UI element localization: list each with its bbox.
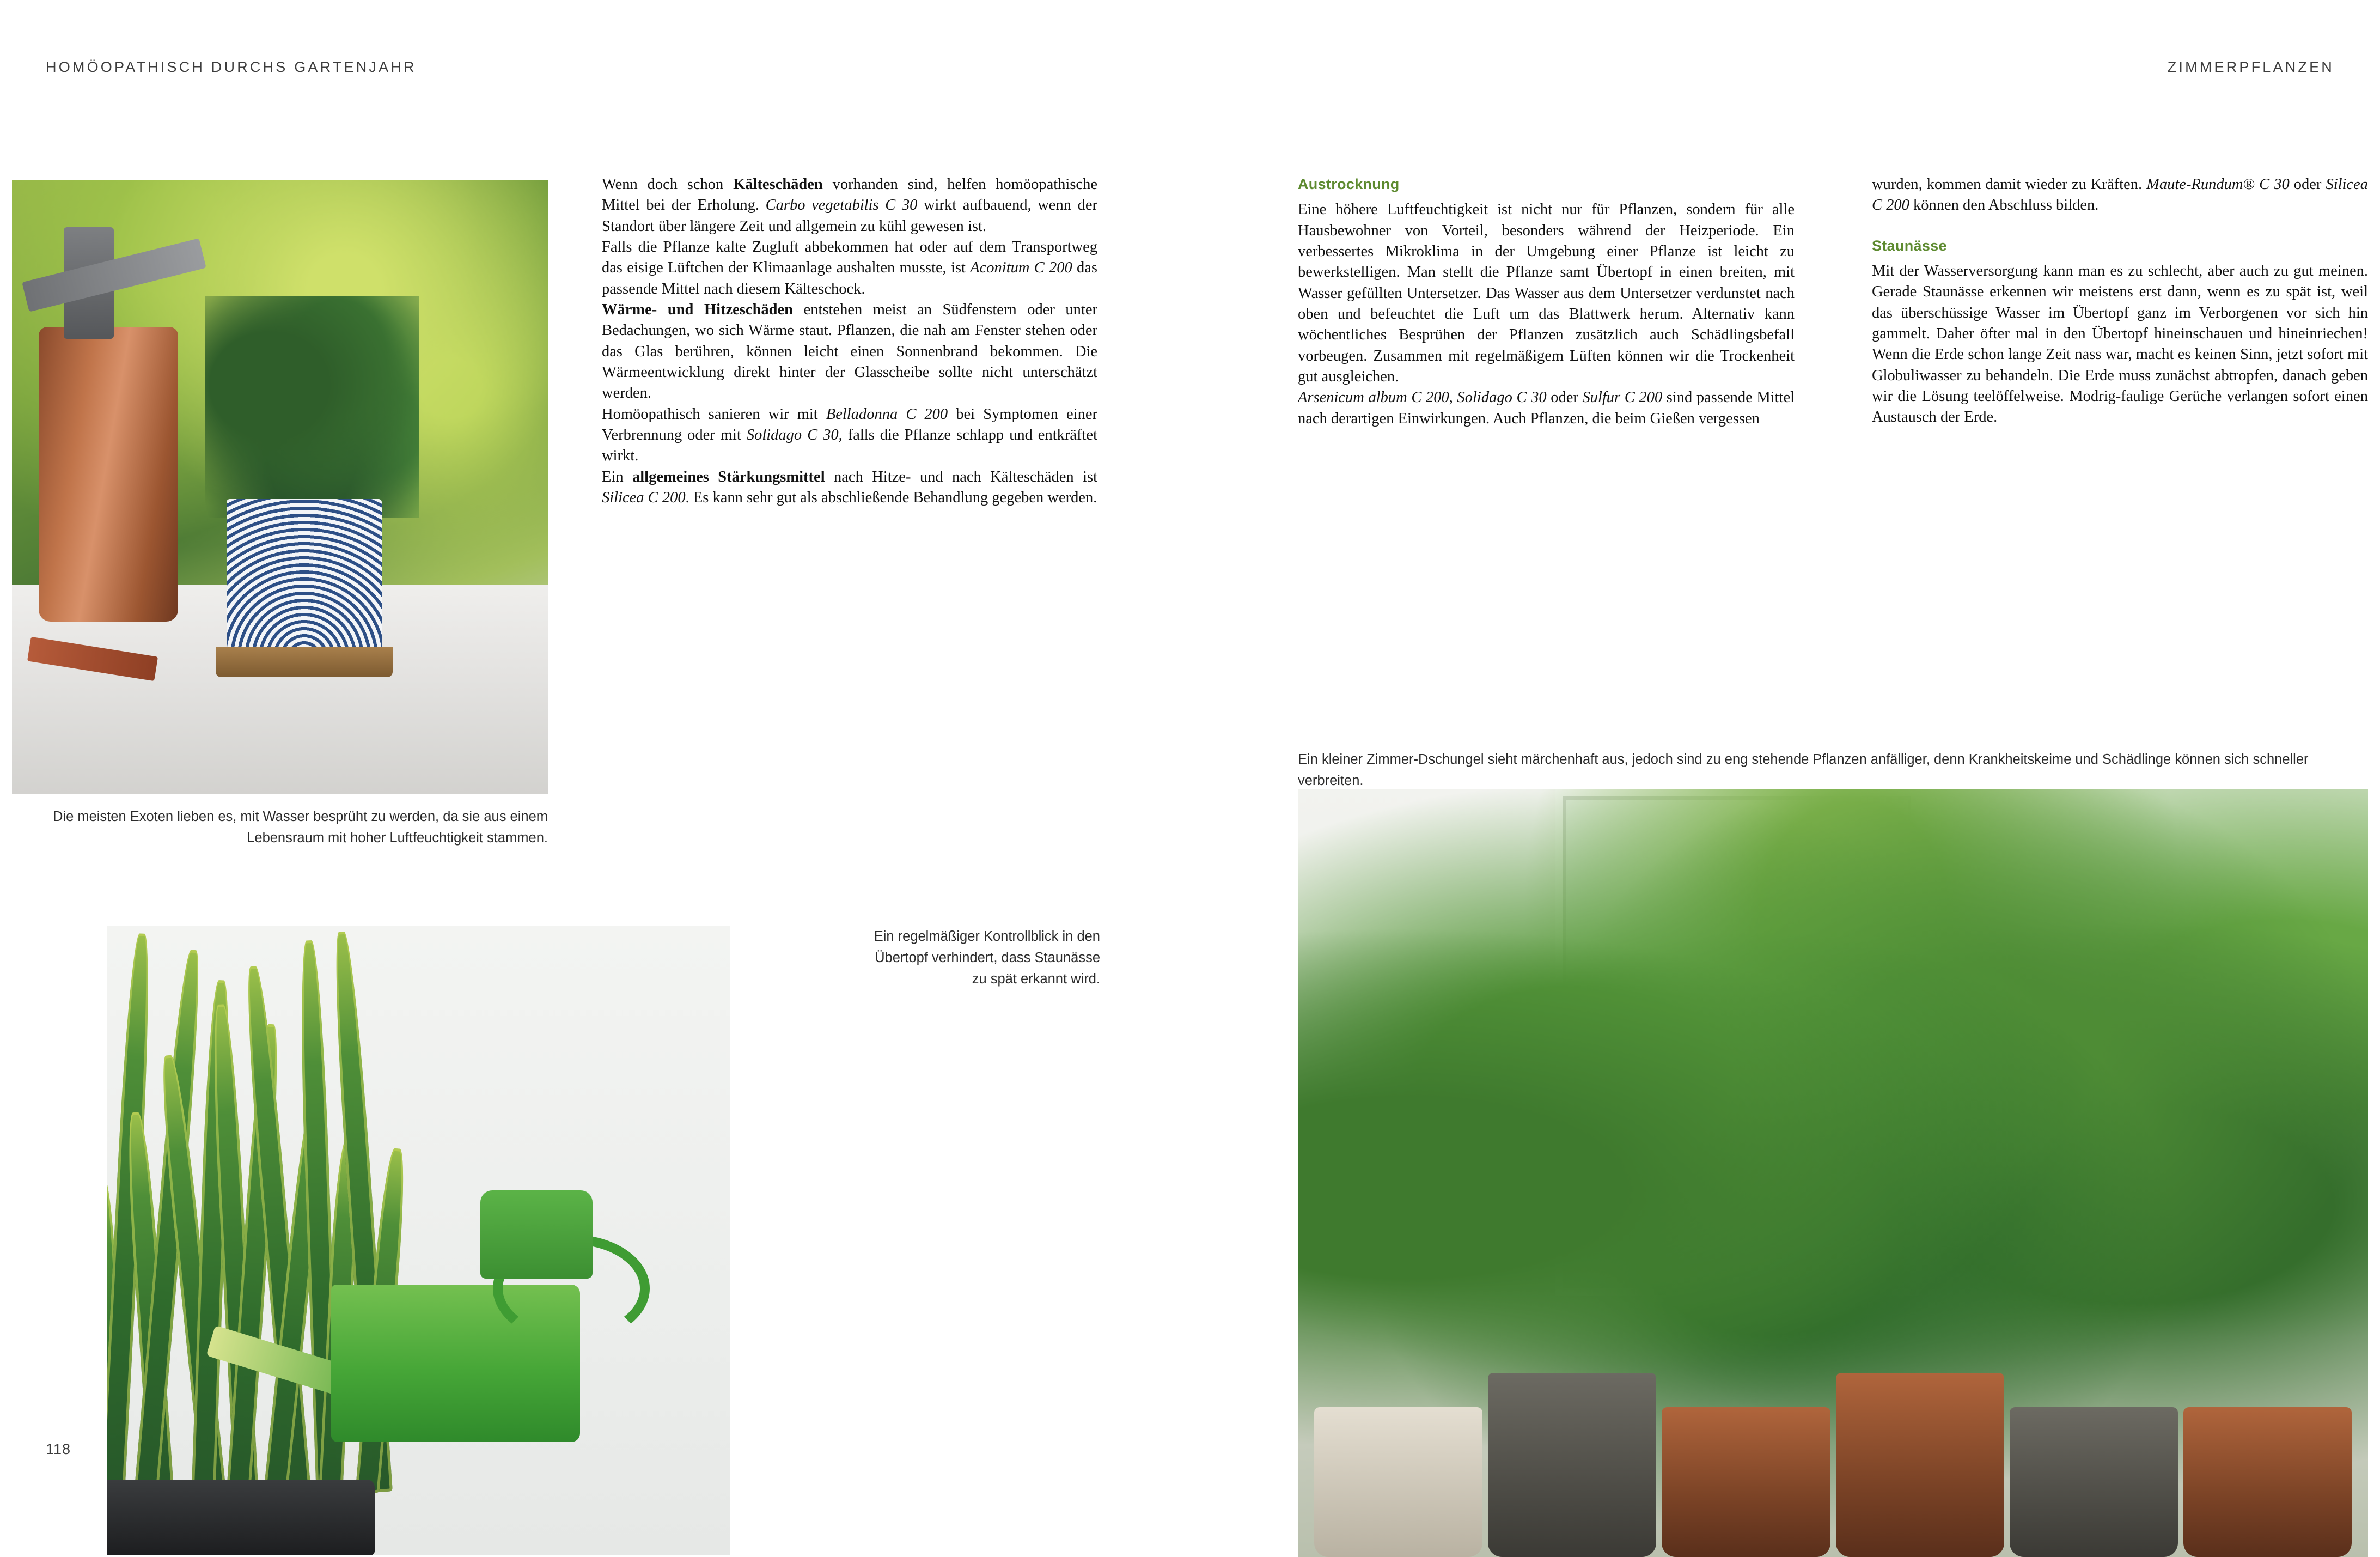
running-head-left: HOMÖOPATHISCH DURCHS GARTENJAHR [46,59,417,75]
paragraph: Wärme- und Hitzeschäden entstehen meist an Südfenstern oder unter Bedachungen, wo sich Wärme staut. Pflanzen, die nah am Fenster stehen oder das Glas berühren, können leicht einen Sonnenbrand bekommen. Die Wärmeentwicklung direkt hinter der Glasscheibe sollte nicht unterschätzt werden. [602,301,1097,402]
paragraph: Falls die Pflanze kalte Zugluft abbekommen hat oder auf dem Transportweg das eisige Lüftchen der Klimaanlage aushalten musste, ist Aconitum C 200 das passende Mittel nach diesem Kälteschock. [602,238,1097,297]
subheading-staunaesse: Staunässe [1872,237,1947,254]
paragraph: Eine höhere Luftfeuchtigkeit ist nicht nur für Pflanzen, sondern für alle Hausbewohner von Vorteil, besonders während der Heizperiode. Ein verbessertes Mikroklima in der Umgebung einer Pflanze ist leicht zu bewerkstelligen. Man stellt die Pflanze samt Übertopf in einen breiten, mit Wasser gefüllten Untersetzer. Das Wasser aus dem Untersetzer verdunstet nach oben und befeuchtet die Luft um das Blattwerk herum. Alternativ kann wöchentliches Besprühen der Pflanzen zusätzlich auch Schädlingsbefall vorbeugen. Zusammen mit regelmäßigem Lüften können wir die Trockenheit gut ausgleichen. [1298,201,1795,385]
photo-indoor-jungle [1298,789,2368,1557]
paragraph: Homöopathisch sanieren wir mit Belladonna C 200 bei Symptomen einer Verbrennung oder mit Solidago C 30, falls die Pflanze schlapp und entkräftet wirkt. [602,405,1098,465]
caption-kontrollblick: Ein regelmäßiger Kontrollblick in den Übertopf verhindert, dass Staunässe zu spät erkannt wird. [874,929,1100,987]
page-number: 118 [46,1441,71,1457]
subheading-austrocknung: Austrocknung [1298,176,1400,192]
running-head-right: ZIMMERPFLANZEN [2167,59,2334,75]
paragraph: Ein allgemeines Stärkungsmittel nach Hitze- und nach Kälteschäden ist Silicea C 200. Es kann sehr gut als abschließende Behandlung gegeben werden. [602,468,1098,506]
paragraph-continued: wurden, kommen damit wieder zu Kräften. Maute-Rundum® C 30 oder Silicea C 200 können den Abschluss bilden. [1872,176,2369,214]
paragraph: Mit der Wasserversorgung kann man es zu schlecht, aber auch zu gut meinen. Gerade Staunässe erkennen wir meistens erst dann, wenn es zu spät ist, weil das überschüssige Wasser im Übertopf ganz im Verborgenen vor sich hin gammelt. Daher öfter mal in den Übertopf hineinschauen und hineinriechen! Wenn die Erde schon lange Zeit nass war, macht es keinen Sinn, jetzt sofort mit Globuliwasser zu behandeln. Die Erde muss zunächst abtropfen, danach geben wir die Lösung teelöffelweise. Modrig-faulige Gerüche verlangen sofort einen Austausch der Erde. [1872,262,2368,426]
photo-mister-and-plant [12,180,548,794]
paragraph: Wenn doch schon Kälteschäden vorhanden sind, helfen homöopathische Mittel bei der Erholung. Carbo vegetabilis C 30 wirkt aufbauend, wenn der Standort über längere Zeit und allgemein zu kühl gewesen ist. [602,176,1097,235]
photo-watering-sansevieria [107,926,730,1555]
text-column-1 [602,174,1097,508]
caption-jungle: Ein kleiner Zimmer-Dschungel sieht märchenhaft aus, jedoch sind zu eng stehende Pflanzen anfälliger, denn Krankheitskeime und Schädlinge können sich schneller verbreiten. [1298,752,2309,788]
text-column-2 [1298,174,1795,429]
text-column-3 [1872,174,2368,428]
paragraph: Arsenicum album C 200, Solidago C 30 oder Sulfur C 200 sind passende Mittel nach derartigen Einwirkungen. Auch Pflanzen, die beim Gießen vergessen [1298,389,1795,427]
caption-mister: Die meisten Exoten lieben es, mit Wasser besprüht zu werden, da sie aus einem Lebensraum mit hoher Luftfeuchtigkeit stammen. [53,809,548,846]
